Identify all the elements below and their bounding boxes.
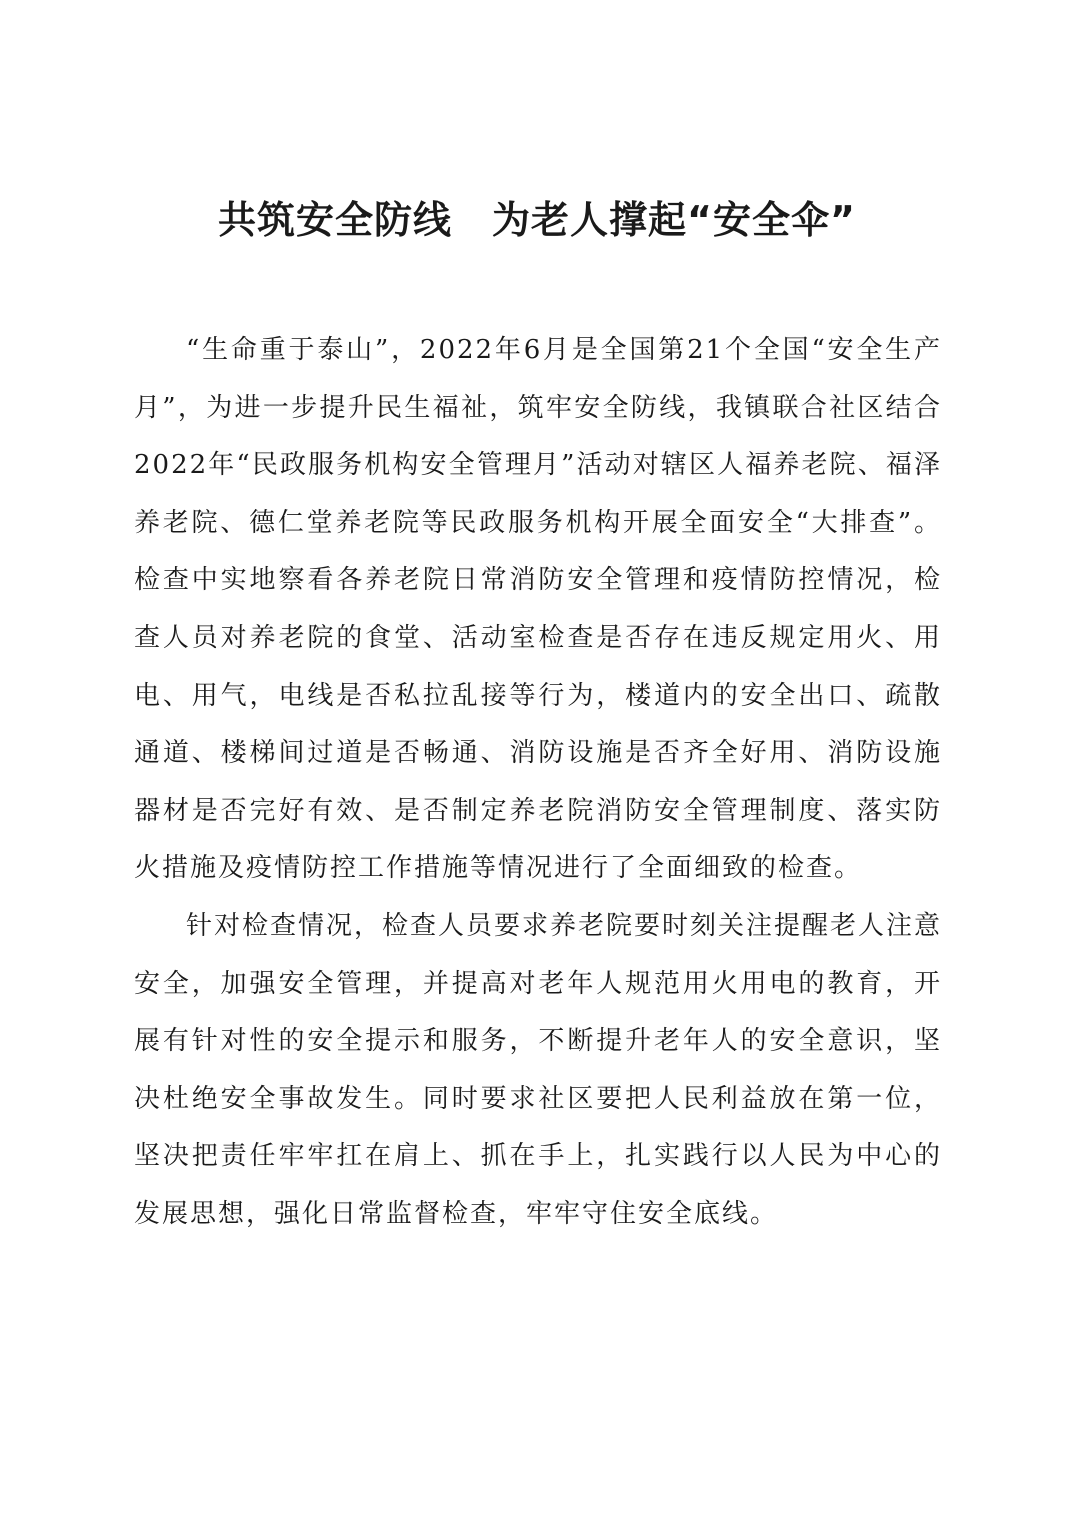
paragraph-1: “生命重于泰山”，2022年6月是全国第21个全国“安全生产月”，为进一步提升民生福祉，筑牢安全防线，我镇联合社区结合2022年“民政服务机构安全管理月”活动对辖区人福养老院、福泽养老院、德仁堂养老院等民政服务机构开展全面安全“大排查”。检查中实地察看各养老院日常消防安全管理和疫情防控情况，检查人员对养老院的食堂、活动室检查是否存在违反规定用火、用电、用气，电线是否私拉乱接等行为，楼道内的安全出口、疏散通道、楼梯间过道是否畅通、消防设施是否齐全好用、消防设施器材是否完好有效、是否制定养老院消防安全管理制度、落实防火措施及疫情防控工作措施等情况进行了全面细致的检查。 bbox=[134, 335, 942, 884]
title-part-2: 为老人撑起“安全伞” bbox=[492, 198, 856, 242]
paragraph-2: 针对检查情况，检查人员要求养老院要时刻关注提醒老人注意安全，加强安全管理，并提高对老年人规范用火用电的教育，开展有针对性的安全提示和服务，不断提升老年人的安全意识，坚决杜绝安全事故发生。同时要求社区要把人民利益放在第一位，坚决把责任牢牢扛在肩上、抓在手上，扎实践行以人民为中心的发展思想，强化日常监督检查，牢牢守住安全底线。 bbox=[134, 910, 943, 1229]
document-body bbox=[134, 322, 942, 1244]
title-part-1: 共筑安全防线 bbox=[218, 198, 453, 242]
document-title bbox=[0, 190, 1074, 250]
